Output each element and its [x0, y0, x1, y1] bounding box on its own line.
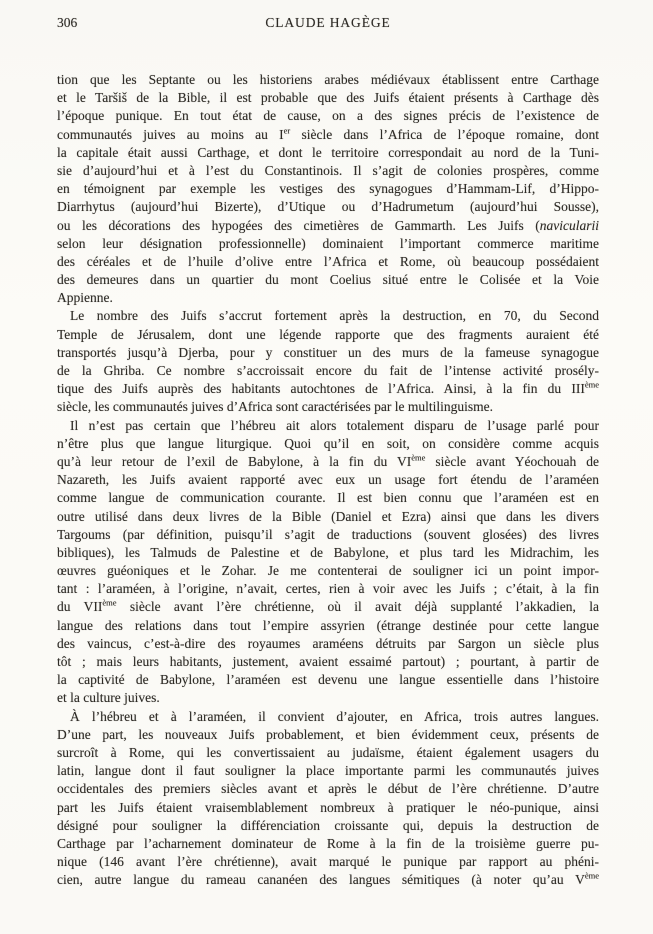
text-run: ou les décorations des hypogées des cimetières de Gammarth. Les Juifs (: [57, 217, 540, 233]
superscript-ordinal: er: [283, 125, 291, 136]
text-line: [57, 508, 599, 526]
text-line: [57, 544, 599, 562]
page-body: [57, 71, 599, 889]
text-run: Le nombre des Juifs s’accrut fortement après la destruction, en 70, du Second: [70, 308, 599, 324]
text-line: [57, 435, 599, 453]
text-line: [57, 253, 599, 271]
text-line: [57, 635, 599, 653]
text-line: [57, 853, 599, 871]
text-run: Temple de Jérusalem, dont une légende rapporte que des fragments auraient été: [57, 326, 599, 342]
text-line: [57, 271, 599, 289]
text-line: [57, 162, 599, 180]
text-run: la capitale était aussi Carthage, et dont le territoire correspondait au nord de la Tuni-: [57, 144, 599, 160]
text-run: tant : l’araméen, à l’origine, n’avait, certes, rien à voir avec les Juifs ; c’était, à la fin: [57, 581, 599, 597]
text-line: [57, 799, 599, 817]
text-run: tion que les Septante ou les historiens arabes médiévaux établissent entre Carthage: [57, 72, 599, 87]
text-run: Il n’est pas certain que l’hébreu ait alors totalement disparu de l’usage parlé pour: [70, 417, 599, 433]
superscript-ordinal: ème: [102, 598, 117, 608]
text-run: œuvres guéoniques et le Zohar. Je me contenterai de souligner ici un point impor-: [57, 563, 599, 579]
text-line: [57, 307, 599, 325]
text-run: À l’hébreu et à l’araméen, il convient d’ajouter, en Africa, trois autres langues.: [70, 708, 599, 724]
text-run: désigné pour souligner la différenciation croissante qui, depuis la destruction de: [57, 817, 599, 833]
page-header: [57, 13, 599, 32]
text-line: [57, 89, 599, 107]
text-run: bibliques), les Talmuds de Palestine et de Babylone, et plus tard les Midrachim, les: [57, 544, 599, 560]
text-run: siècle avant Yéochouah de: [425, 453, 599, 469]
text-line: [57, 471, 599, 489]
text-run: selon leur désignation professionnelle) dominaient l’important commerce maritime: [57, 235, 599, 251]
text-run: outre utilisé dans deux livres de la Bible (Daniel et Ezra) ainsi que dans les divers: [57, 508, 599, 524]
text-line: [57, 398, 599, 416]
text-line: [57, 744, 599, 762]
text-run: siècle dans l’Africa de l’époque romaine, dont: [290, 126, 599, 142]
text-run: communautés juives au moins au I: [57, 126, 284, 142]
text-run: qu’à leur retour de l’exil de Babylone, à la fin du VI: [57, 453, 412, 469]
text-line: [57, 689, 599, 707]
text-run: D’une part, les nouveaux Juifs probablement, et bien évidemment ceux, présents de: [57, 726, 599, 742]
text-run: la captivité de Babylone, l’araméen est devenu une langue essentielle dans l’histoire: [57, 672, 599, 688]
text-run: siècle avant l’ère chrétienne, où il avait déjà supplanté l’akkadien, la: [116, 599, 599, 615]
text-run: surcroît à Rome, qui les convertissaient au judaïsme, étaient également usagers du: [57, 744, 599, 760]
text-line: [57, 453, 599, 471]
text-line: [57, 362, 599, 380]
text-line: [57, 526, 599, 544]
text-run: comme langue de communication courante. Il est bien connu que l’araméen est en: [57, 490, 599, 506]
text-run: n’être plus que langue liturgique. Quoi qu’il en soit, on considère comme acquis: [57, 435, 599, 451]
text-line: [57, 598, 599, 616]
text-run: des vaincus, c’est-à-dire des royaumes araméens détruits par Sargon un siècle plus: [57, 635, 599, 651]
text-line: [57, 835, 599, 853]
superscript-ordinal: ème: [411, 452, 426, 463]
text-run: occidentales des premiers siècles avant et après le début de l’ère chrétienne. D’autre: [57, 781, 599, 797]
text-line: [57, 762, 599, 780]
superscript-ordinal: ème: [584, 871, 599, 881]
text-run: cien, autre langue du rameau cananéen des langues sémitiques (à noter qu’au V: [57, 872, 585, 888]
text-line: [57, 235, 599, 253]
text-line: [57, 344, 599, 362]
text-line: [57, 326, 599, 344]
text-run: siècle, les communautés juives d’Africa sont caractérisées par le multilinguisme.: [57, 399, 493, 415]
text-run: en témoignent par exemple les vestiges des synagogues d’Hammam-Lif, d’Hippo-: [57, 181, 599, 197]
superscript-ordinal: ème: [584, 380, 599, 390]
text-run: langue des relations dans tout l’empire assyrien (étrange destinée pour cette langue: [57, 617, 599, 633]
text-run: transportés jusqu’à Djerba, pour y constituer un des murs de la fameuse synagogue: [57, 344, 599, 360]
text-run: tique des Juifs auprès des habitants autochtones de l’Africa. Ainsi, à la fin du III: [57, 381, 585, 397]
page-number: 306: [57, 15, 78, 30]
text-line: [57, 126, 599, 144]
text-line: [57, 580, 599, 598]
text-line: [57, 71, 599, 89]
text-line: [57, 198, 599, 216]
text-line: [57, 562, 599, 580]
text-line: [57, 489, 599, 507]
text-line: [57, 180, 599, 198]
text-run: Appienne.: [57, 290, 113, 306]
text-run: part les Juifs étaient vraisemblablement nombreux à pratiquer le néo-punique, ainsi: [57, 799, 599, 815]
text-line: [57, 653, 599, 671]
text-line: [57, 289, 599, 307]
text-run: des céréales et de l’huile d’olive entre l’Africa et Rome, où beaucoup possédaient: [57, 253, 599, 269]
text-line: [57, 417, 599, 435]
text-run: Nazareth, les Juifs avaient rapporté avec eux un usage fort étendu de l’araméen: [57, 472, 599, 488]
text-run: nique (146 avant l’ère chrétienne), avait marqué le punique par rapport au phéni-: [57, 854, 599, 870]
text-line: [57, 780, 599, 798]
text-line: [57, 708, 599, 726]
text-line: [57, 380, 599, 398]
text-run: du VII: [57, 599, 103, 615]
text-line: [57, 144, 599, 162]
text-run: et le Taršiš de la Bible, il est probable que des Juifs étaient présents à Carthage dès: [57, 90, 599, 106]
text-run: de la Ghriba. Ce nombre s’accroissait encore du fait de l’intense activité prosély-: [57, 363, 599, 378]
text-line: [57, 107, 599, 125]
text-line: [57, 217, 599, 235]
text-run: Diarrhytus (aujourd’hui Bizerte), d’Utique ou d’Hadrumetum (aujourd’hui Sousse),: [57, 199, 599, 215]
text-run: l’époque punique. En tout état de cause, on a des signes précis de l’existence de: [57, 108, 599, 124]
running-title: CLAUDE HAGÈGE: [265, 15, 391, 30]
text-run: tôt ; mais leurs habitants, justement, avaient essaimé partout) ; pourtant, à partir de: [57, 654, 599, 669]
text-run: Carthage par l’acharnement dominateur de Rome à la fin de la troisième guerre pu-: [57, 835, 599, 851]
text-line: [57, 726, 599, 744]
text-run: Targoums (par définition, puisqu’il s’agit de traductions (souvent glosées) des livres: [57, 526, 599, 542]
text-line: [57, 671, 599, 689]
text-run: latin, langue dont il faut souligner la place importante parmi les communautés juives: [57, 763, 599, 779]
text-line: [57, 617, 599, 635]
text-run: sie d’aujourd’hui et à l’est du Constantinois. Il s’agit de colonies prospères, comme: [57, 162, 599, 178]
italic-term: navicularii: [539, 217, 599, 233]
text-line: [57, 871, 599, 889]
text-run: et la culture juives.: [57, 690, 160, 706]
text-line: [57, 817, 599, 835]
text-run: des demeures dans un quartier du mont Coelius situé entre le Colisée et la Voie: [57, 272, 599, 288]
